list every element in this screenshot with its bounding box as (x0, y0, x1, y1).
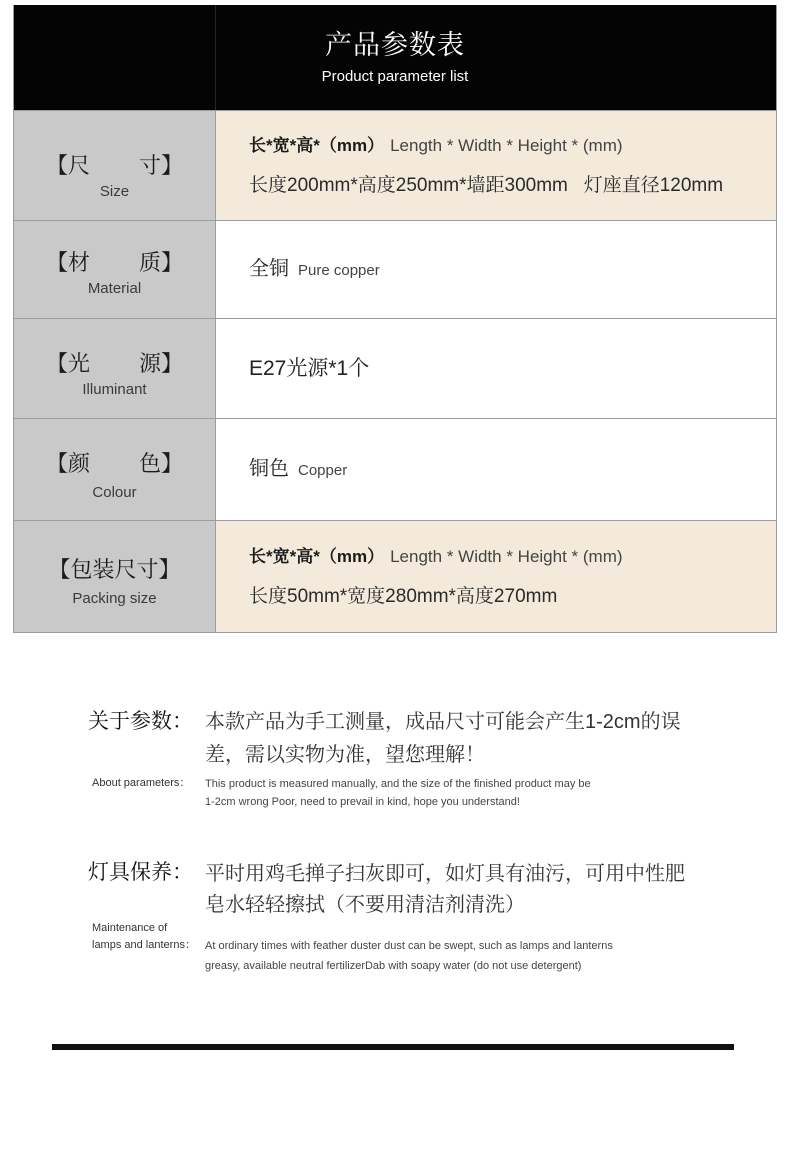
maintenance-en-line: greasy, available neutral fertilizerDab with soapy water (do not use detergent) (205, 960, 582, 972)
about-parameters-en-line: This product is measured manually, and the size of the finished product may be (205, 778, 591, 790)
about-parameters-cn-line: 本款产品为手工测量，成品尺寸可能会产生1-2cm的误 (205, 711, 681, 733)
table-header (14, 5, 776, 110)
size-label-cell (14, 111, 216, 220)
about-parameters-en-line: 1-2cm wrong Poor, need to prevail in kind, hope you understand! (205, 796, 520, 808)
light-source-label-en: Illuminant (82, 380, 147, 398)
packing-size-value-cell (216, 521, 776, 632)
material-label-en: Material (87, 279, 142, 297)
maintenance-label-line: Maintenance of (92, 922, 168, 934)
material-value-cn: 全铜 (249, 257, 289, 280)
maintenance-title: 灯具保养： (88, 861, 193, 884)
light-source-label: 【光 源】 (45, 350, 184, 376)
maintenance-label-en (92, 920, 196, 954)
table-subtitle: Product parameter list (321, 68, 469, 85)
packing-size-value: 长度50mm*宽度280mm*高度270mm (249, 586, 558, 607)
maintenance-text-cn (205, 859, 685, 921)
size-value-cell (216, 111, 776, 220)
colour-value-cell (216, 419, 776, 520)
material-row (14, 220, 776, 318)
maintenance-text-en (205, 936, 613, 976)
light-source-row (14, 318, 776, 418)
material-label: 【材 质】 (45, 249, 184, 275)
packing-size-spec-en: Length * Width * Height * (mm) (390, 547, 623, 566)
about-parameters-title: 关于参数： (88, 710, 193, 733)
colour-value-en: Copper (298, 461, 348, 479)
light-source-value-cell (216, 319, 776, 418)
about-parameters-label-en (92, 774, 190, 792)
maintenance-cn-line: 皂水轻轻擦拭（不要用清洁剂清洗） (205, 894, 525, 916)
packing-size-spec-cn: 长*宽*高*（mm） (249, 547, 385, 566)
size-label: 【尺 寸】 (45, 152, 184, 178)
maintenance-label-line: lamps and lanterns： (92, 939, 196, 951)
product-parameter-table (13, 5, 777, 633)
material-label-cell (14, 221, 216, 318)
packing-size-label-cell (14, 521, 216, 632)
light-source-value: E27光源*1个 (249, 357, 370, 380)
about-parameters-cn-line: 差，需以实物为准，望您理解！ (205, 744, 485, 766)
size-row (14, 110, 776, 220)
size-value: 长度200mm*高度250mm*墙距300mm 灯座直径120mm (249, 175, 724, 196)
material-value-cell (216, 221, 776, 318)
colour-label: 【颜 色】 (45, 451, 184, 476)
packing-size-label: 【包装尺寸】 (48, 557, 181, 582)
light-source-label-cell (14, 319, 216, 418)
packing-size-row (14, 520, 776, 632)
material-value-en: Pure copper (298, 261, 380, 279)
packing-size-label-en: Packing size (72, 590, 157, 607)
colour-row (14, 418, 776, 520)
colour-label-en: Colour (92, 484, 137, 501)
divider-bar (52, 1044, 734, 1050)
size-spec-en: Length * Width * Height * (mm) (390, 136, 623, 155)
size-spec-line (249, 126, 776, 166)
colour-value-cn: 铜色 (249, 457, 289, 480)
about-parameters-text-en (205, 775, 591, 811)
about-parameters-text-cn (205, 706, 681, 772)
maintenance-cn-line: 平时用鸡毛掸子扫灰即可，如灯具有油污，可用中性肥 (205, 863, 685, 885)
colour-label-cell (14, 419, 216, 520)
size-spec-cn: 长*宽*高*（mm） (249, 136, 385, 155)
about-parameters-label-line: About parameters： (92, 777, 191, 789)
maintenance-en-line: At ordinary times with feather duster dust can be swept, such as lamps and lanterns (205, 940, 613, 952)
colour-value-line (249, 450, 776, 490)
material-value-line (249, 250, 776, 290)
table-title: 产品参数表 (325, 30, 465, 60)
size-label-en: Size (99, 182, 130, 200)
packing-size-spec-line (249, 537, 776, 577)
